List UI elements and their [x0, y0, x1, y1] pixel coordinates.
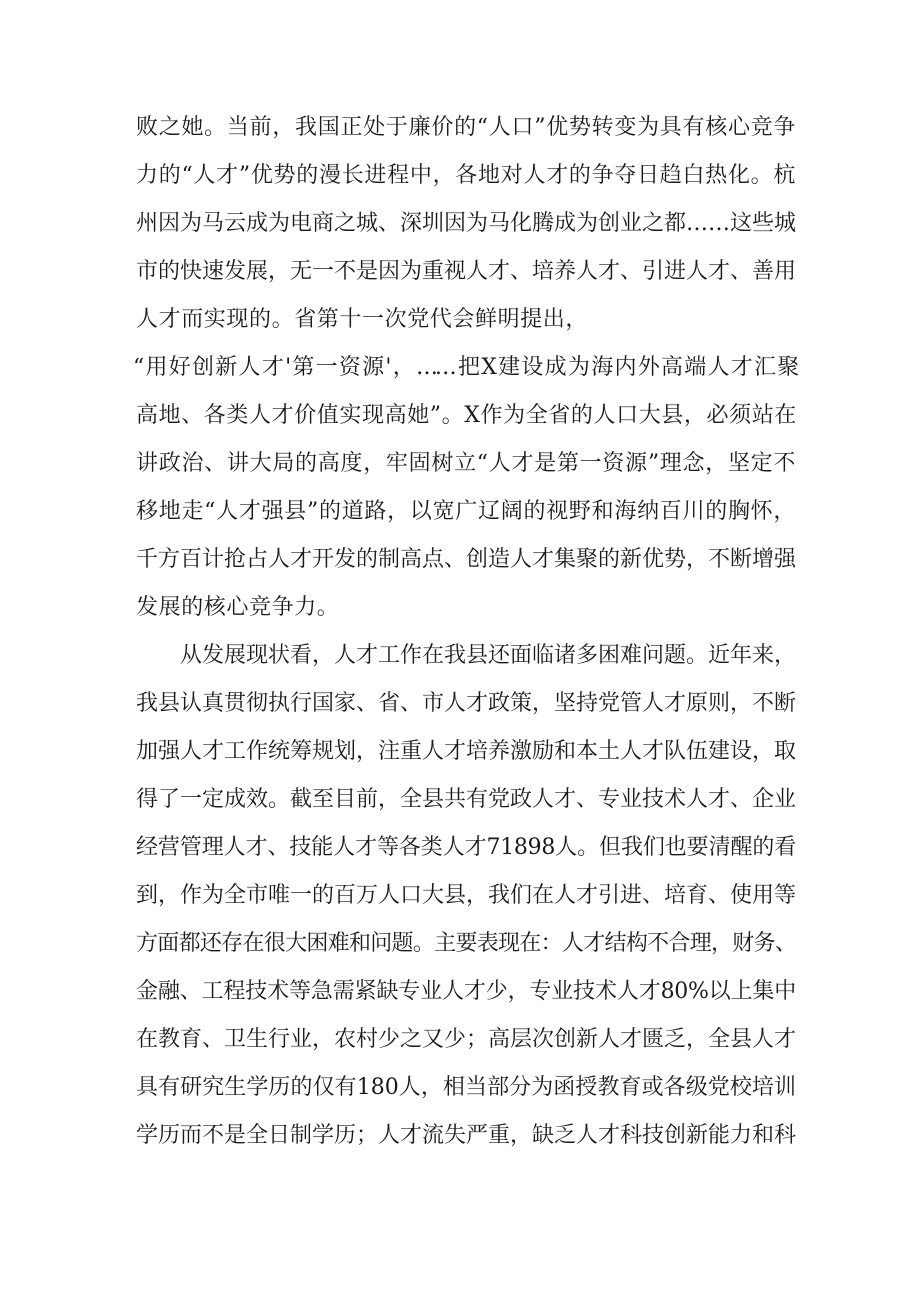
- text-line: 金融、工程技术等急需紧缺专业人才少，专业技术人才80%以上集中: [136, 979, 796, 1004]
- text-line: 方面都还存在很大困难和问题。主要表现在：人才结构不合理，财务、: [136, 931, 796, 956]
- paragraph-2: [136, 632, 796, 1160]
- text-line: 从发展现状看，人才工作在我县还面临诸多困难问题。近年来，: [180, 643, 797, 668]
- text-line: 学历而不是全日制学历；人才流失严重，缺乏人才科技创新能力和科: [136, 1123, 797, 1148]
- text-line: 我县认真贯彻执行国家、省、市人才政策，坚持党管人才原则，不断: [136, 691, 797, 716]
- text-line: 市的快速发展，无一不是因为重视人才、培养人才、引进人才、善用: [136, 259, 797, 284]
- text-line: 州因为马云成为电商之城、深圳因为马化腾成为创业之都……这些城: [136, 211, 797, 236]
- paragraph-1: [133, 104, 797, 632]
- text-line: 发展的核心竞争力。: [136, 595, 340, 620]
- text-line: 力的“人才”优势的漫长进程中，各地对人才的争夺日趋白热化。杭: [136, 163, 796, 188]
- text-line: 具有研究生学历的仅有180人，相当部分为函授教育或各级党校培训: [136, 1075, 796, 1100]
- document-body: [133, 104, 797, 1160]
- text-line: 讲政治、讲大局的高度，牢固树立“人才是第一资源”理念，坚定不: [136, 451, 796, 476]
- text-line: 败之她。当前，我国正处于廉价的“人口”优势转变为具有核心竞争: [136, 115, 796, 140]
- text-line: 在教育、卫生行业，农村少之又少；高层次创新人才匮乏，全县人才: [136, 1027, 797, 1052]
- text-line: 得了一定成效。截至目前，全县共有党政人才、专业技术人才、企业: [136, 787, 797, 812]
- text-line: 经营管理人才、技能人才等各类人才71898人。但我们也要清醒的看: [136, 835, 796, 860]
- text-line: 移地走“人才强县”的道路，以宽广辽阔的视野和海纳百川的胸怀，: [136, 499, 796, 524]
- text-line: 到，作为全市唯一的百万人口大县，我们在人才引进、培育、使用等: [136, 883, 797, 908]
- text-line: 人才而实现的。省第十一次党代会鲜明提出，: [136, 307, 589, 332]
- text-line: “用好创新人才'第一资源'，……把X建设成为海内外高端人才汇聚: [133, 355, 796, 380]
- text-line: 高地、各类人才价值实现高她”。X作为全省的人口大县，必须站在: [136, 403, 797, 428]
- text-line: 加强人才工作统筹规划，注重人才培养激励和本土人才队伍建设，取: [136, 739, 797, 764]
- text-line: 千方百计抢占人才开发的制高点、创造人才集聚的新优势，不断增强: [136, 547, 797, 572]
